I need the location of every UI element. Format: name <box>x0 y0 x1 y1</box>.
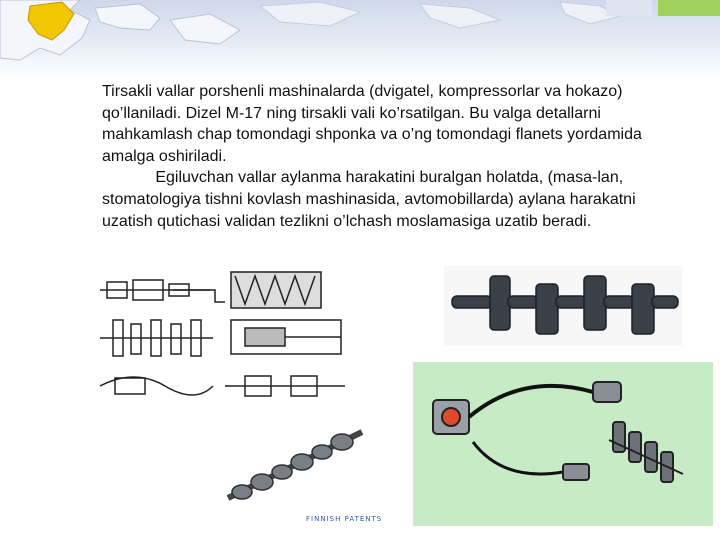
camshaft-photo <box>220 420 370 520</box>
shaft-drawings-figure <box>95 268 363 418</box>
paragraph-2: Egiluvchan vallar aylanma harakatini buralgan holatda, (masa-lan, stomatologiya tishni kovlash mashinasida, avtomobillarda) aylana harakatni uzatish qutichasi validan tezlikni o’lchash moslamasiga uzatib beradi. <box>102 169 641 230</box>
paragraph-1: Tirsakli vallar porshenli mashinalarda (dvigatel, kompressorlar va hokazo) qo’llaniladi. Dizel M-17 ning tirsakli vali ko’rsatilgan. Bu valga detallarni mahkamlash chap tomondagi shponka va o’ng tomondagi flanets yordamida amalga oshiriladi. <box>102 83 647 165</box>
header-corner-tile <box>606 0 652 16</box>
flexible-shaft-photo <box>413 362 713 526</box>
crankshaft-photo <box>444 266 682 346</box>
header-corner-accent <box>658 0 720 16</box>
main-text <box>102 81 678 232</box>
finnish-patents-logo: FINNISH PATENTS <box>306 515 383 523</box>
